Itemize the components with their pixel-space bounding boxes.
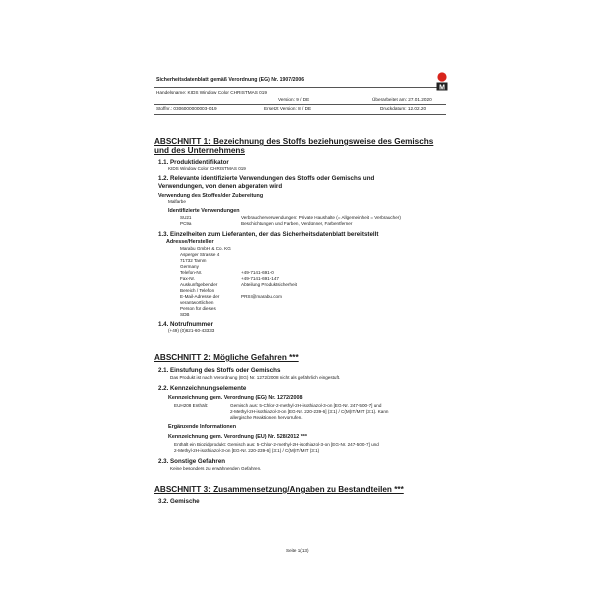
substance-number: Stoffnr.: 0306000000003-019 <box>156 106 217 111</box>
page-number: Seite 1(13) <box>286 548 309 553</box>
euh208-label: EUH208 Enthält: <box>174 403 209 408</box>
subsection-2-2: 2.2. Kennzeichnungselemente <box>158 385 247 392</box>
classification-text: Das Produkt ist nach Verordnung (EG) Nr. 1272/2008 nicht als gefährlich eingestuft. <box>170 375 341 380</box>
trade-name: Handelsname: KIDS Window Color CHRISTMAS 019 <box>156 90 267 95</box>
use-value: Malfarbe <box>168 199 186 204</box>
phone-label: Telefon-Nr. <box>180 270 203 275</box>
email-label-cont: SDB <box>180 312 190 317</box>
subsection-1-2: 1.2. Relevante identifizierte Verwendungen des Stoffs oder Gemischs und <box>158 175 375 182</box>
address-line: Asperger Strasse 4 <box>180 252 220 257</box>
email-value: PRSI@marabu.com <box>241 294 282 299</box>
email-label-cont: Person für dieses <box>180 306 216 311</box>
version: Version: 9 / DE <box>278 97 310 102</box>
section-1-title: ABSCHNITT 1: Bezeichnung des Stoffs beziehungsweise des Gemischs <box>154 137 434 146</box>
header-divider <box>154 87 446 88</box>
labelling-heading-528: Kennzeichnung gem. Verordnung (EU) Nr. 528/2012 *** <box>168 434 307 440</box>
revised-date: Überarbeitet am: 27.01.2020 <box>372 97 432 102</box>
subsection-2-3: 2.3. Sonstige Gefahren <box>158 458 226 465</box>
emergency-number: (+49) (0)621-60-43333 <box>168 328 215 333</box>
replaced-version: Ersetzt Version: 8 / DE <box>264 106 312 111</box>
section-3-title: ABSCHNITT 3: Zusammensetzung/Angaben zu Bestandteilen *** <box>154 485 404 494</box>
fax-value: +49-7141-691-147 <box>241 276 279 281</box>
contact-label-cont: Bereich / Telefon <box>180 288 215 293</box>
use-heading: Verwendung des Stoffes/der Zubereitung <box>158 193 264 199</box>
use-code-pc9a: PC9a <box>180 221 192 226</box>
fax-label: Fax-Nr. <box>180 276 196 281</box>
address-line: Germany <box>180 264 199 269</box>
contact-label: Auskunftgebender <box>180 282 218 287</box>
identified-uses-heading: Identifizierte Verwendungen <box>168 208 240 214</box>
use-desc-pc9a: Beschichtungen und Farben, Verdünner, Farbentferner <box>241 221 353 226</box>
subsection-2-1: 2.1. Einstufung des Stoffs oder Gemischs <box>158 367 281 374</box>
print-date: Druckdatum: 12.02.20 <box>380 106 427 111</box>
section-1-title-cont: und des Unternehmens <box>154 146 245 155</box>
euh208-text-cont: allergische Reaktionen hervorrufen. <box>230 415 303 420</box>
other-hazards-text: Keine besonders zu erwähnenden Gefahren. <box>170 466 262 471</box>
subsection-1-3: 1.3. Einzelheiten zum Lieferanten, der das Sicherheitsdatenblatt bereitstellt <box>158 231 379 238</box>
product-identifier: KIDS Window Color CHRISTMAS 019 <box>168 166 246 171</box>
euh208-text-cont: 2-Methyl-2H-isothiazol-3-on [EG-Nr. 220-239-6] (3:1) / C(M)IT/MIT (3:1). Kann <box>230 409 389 414</box>
use-desc-su21: Verbraucherverwendungen: Private Haushalte (= Allgemeinheit = Verbraucher) <box>241 215 401 220</box>
biocide-text-cont: 2-Methyl-2H-isothiazol-3-on [EG-Nr. 220-239-6] (3:1) / C(M)IT/MIT (3:1) <box>174 448 320 453</box>
logo-letter: M <box>439 84 445 92</box>
subsection-1-2-cont: Verwendungen, von denen abgeraten wird <box>158 183 283 190</box>
subsection-3-2: 3.2. Gemische <box>158 498 200 505</box>
section-2-title: ABSCHNITT 2: Mögliche Gefahren *** <box>154 353 299 362</box>
subsection-1-4: 1.4. Notrufnummer <box>158 321 214 328</box>
biocide-text: Enthält ein Biozidprodukt: Gemisch aus: 5-Chlor-2-methyl-2H-isothiazol-3-on [EG-Nr. 247-500-7] und <box>174 442 379 447</box>
address-heading: Adresse/Hersteller <box>166 239 214 245</box>
header-divider <box>154 114 446 115</box>
document-page <box>150 68 450 553</box>
email-label-cont: verantwortlichen <box>180 300 214 305</box>
phone-value: +49-7141-691-0 <box>241 270 274 275</box>
address-line: 71732 Tamm <box>180 258 207 263</box>
marabu-logo <box>435 72 449 92</box>
labelling-heading-1272: Kennzeichnung gem. Verordnung (EG) Nr. 1272/2008 <box>168 395 303 401</box>
euh208-text: Gemisch aus: 5-Chlor-2-methyl-2H-isothiazol-3-on [EG-Nr. 247-500-7] und <box>230 403 382 408</box>
use-code-su21: SU21 <box>180 215 192 220</box>
contact-value: Abteilung Produktsicherheit <box>241 282 297 287</box>
address-line: Marabu GmbH & Co. KG <box>180 246 231 251</box>
subsection-1-1: 1.1. Produktidentifikator <box>158 159 229 166</box>
header-divider <box>154 104 446 105</box>
email-label: E-Mail-Adresse der <box>180 294 220 299</box>
supplementary-info-heading: Ergänzende Informationen <box>168 424 236 430</box>
document-header-title: Sicherheitsdatenblatt gemäß Verordnung (EG) Nr. 1907/2006 <box>156 77 305 83</box>
